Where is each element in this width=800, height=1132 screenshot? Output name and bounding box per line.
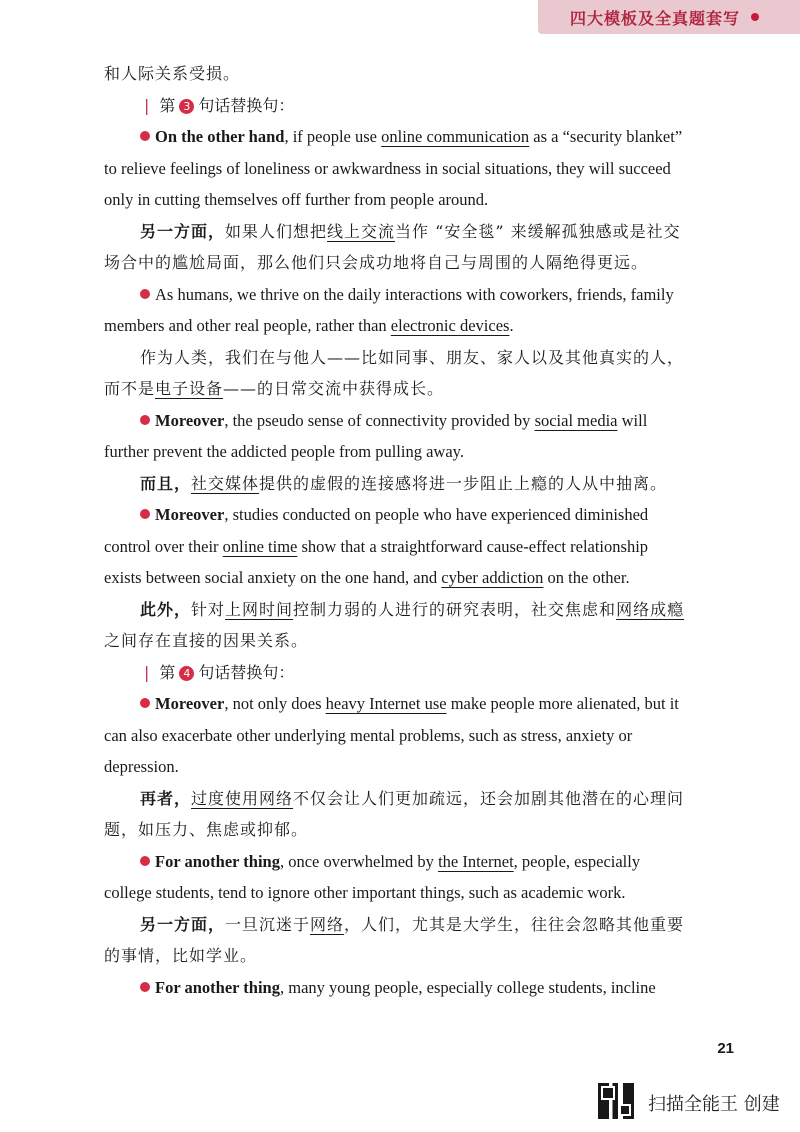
bullet-icon xyxy=(140,131,150,141)
chinese-translation: 再者，过度使用网络不仅会让人们更加疏远，还会加剧其他潜在的心理问题，如压力、焦虑或抑郁。 xyxy=(104,788,685,839)
top-line: 和人际关系受损。 xyxy=(104,64,241,83)
scanner-text: 扫描全能王 创建 xyxy=(648,1094,780,1115)
chinese-translation: 作为人类，我们在与他人——比如同事、朋友、家人以及其他真实的人，而不是电子设备——的日常交流中获得成长。 xyxy=(104,347,685,398)
english-sentence: On the other hand, if people use online communication as a “security blanket” to relieve feelings of loneliness or awkwardness in social situations, they will succeed only in cutting themselves off further from people around. xyxy=(104,127,683,209)
bullet-icon xyxy=(140,415,150,425)
section-bar-icon: | xyxy=(144,662,150,682)
section-heading-4: | 第 4 句话替换句： xyxy=(144,662,295,682)
header-dot-icon xyxy=(751,13,759,21)
header-banner xyxy=(538,0,800,34)
section-heading-3: | 第 3 句话替换句： xyxy=(144,95,295,115)
page-number: 21 xyxy=(717,1040,734,1057)
bullet-icon xyxy=(140,698,150,708)
chinese-translation: 而且，社交媒体提供的虚假的连接感将进一步阻止上瘾的人从中抽离。 xyxy=(140,473,668,493)
page-content xyxy=(104,58,689,1003)
bullet-icon xyxy=(140,509,150,519)
chinese-translation: 另一方面，如果人们想把线上交流当作 “安全毯” 来缓解孤独感或是社交场合中的尴尬局面，那么他们只会成功地将自己与周围的人隔绝得更远。 xyxy=(104,221,681,272)
chinese-translation: 此外，针对上网时间控制力弱的人进行的研究表明，社交焦虑和网络成瘾之间存在直接的因果关系。 xyxy=(104,599,685,650)
english-sentence: For another thing, once overwhelmed by the Internet, people, especially college students, tend to ignore other important things, such as academic work. xyxy=(104,851,641,902)
english-sentence: Moreover, studies conducted on people who have experienced diminished control over their online time show that a straightforward cause-effect relationship exists between social anxiety on the one hand, and cyber addiction on the other. xyxy=(104,505,649,587)
english-sentence: As humans, we thrive on the daily interactions with coworkers, friends, family members and other real people, rather than electronic devices. xyxy=(104,284,674,335)
section-number-badge: 3 xyxy=(179,99,194,114)
english-sentence: Moreover, the pseudo sense of connectivity provided by social media will further prevent the addicted people from pulling away. xyxy=(104,410,648,461)
header-title: 四大模板及全真题套写 xyxy=(569,9,740,28)
bullet-icon xyxy=(140,982,150,992)
chinese-translation: 另一方面，一旦沉迷于网络，人们，尤其是大学生，往往会忽略其他重要的事情，比如学业。 xyxy=(104,914,685,965)
section-number-badge: 4 xyxy=(179,666,194,681)
bullet-icon xyxy=(140,289,150,299)
english-sentence: Moreover, not only does heavy Internet use make people more alienated, but it can also exacerbate other underlying mental problems, such as stress, anxiety or depression. xyxy=(104,694,679,776)
qr-code-icon xyxy=(598,1083,634,1119)
bullet-icon xyxy=(140,856,150,866)
english-sentence: For another thing, many young people, especially college students, incline xyxy=(104,972,689,1004)
section-bar-icon: | xyxy=(144,95,150,115)
